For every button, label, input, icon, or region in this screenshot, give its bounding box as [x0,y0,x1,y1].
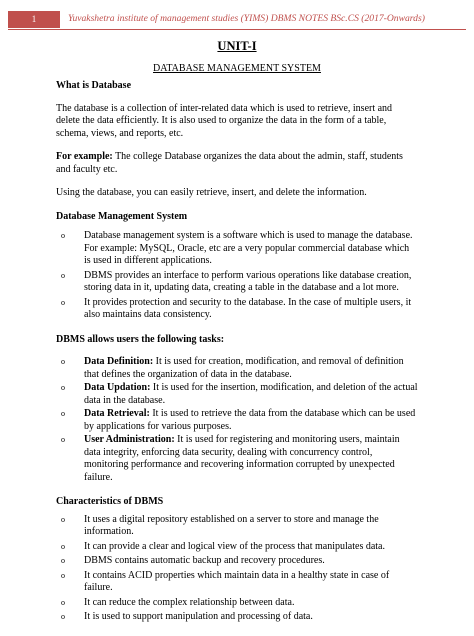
bullet-icon: o [61,570,65,580]
bullet-icon: o [61,514,65,524]
characteristics-list [56,514,418,624]
page-header [8,11,466,30]
bullet-icon: o [61,383,65,392]
list-item: o It provides protection and security to the database. In the case of multiple users, it also maintains data consistency. [61,296,412,320]
bullet-icon: o [61,556,65,565]
bullet-icon: o [61,541,65,551]
what-is-database-heading: What is Database [56,80,132,91]
page-number: 1 [8,11,60,28]
list-item: o It can provide a clear and logical view of the process that manipulates data. [61,540,385,552]
list-item: o It can reduce the complex relationship between data. [61,596,295,608]
bullet-icon: o [61,297,65,307]
section-title: DATABASE MANAGEMENT SYSTEM [153,62,321,74]
usage-paragraph: Using the database, you can easily retrieve, insert, and delete the information. [56,187,367,198]
bullet-icon: o [61,357,65,366]
example-label: For example: [56,151,113,162]
list-item: o Data Retrieval: It is used to retrieve the data from the database which can be used by applications for various purposes. [61,408,416,432]
example-paragraph [56,151,418,176]
bullet-icon: o [61,435,65,444]
dbms-heading: Database Management System [56,210,188,222]
list-item: o It is used to support manipulation and processing of data. [61,611,313,622]
header-title: Yuvakshetra institute of management studies (YIMS) DBMS NOTES BSc.CS (2017-Onwards) [68,13,425,24]
list-item: o DBMS contains automatic backup and recovery procedures. [61,555,325,566]
characteristics-heading: Characteristics of DBMS [56,496,164,507]
list-item: o It uses a digital repository established on a server to store and manage the information. [61,513,379,537]
list-item: o Data Updation: It is used for the insertion, modification, and deletion of the actual data in the database. [61,382,418,406]
list-item: o DBMS provides an interface to perform various operations like database creation, storing data in it, updating data, creating a table in the database and a lot more. [61,269,412,293]
list-item: o Data Definition: It is used for creation, modification, and removal of definition that defines the organization of data in the database. [61,356,404,380]
bullet-icon: o [61,597,65,607]
list-item: o It contains ACID properties which maintain data in a healthy state in case of failure. [61,569,390,593]
unit-title: UNIT-I [217,39,257,53]
document-body [56,36,418,636]
list-item: o User Administration: It is used for registering and monitoring users, maintain data integrity, enforcing data security, dealing with concurrency control, monitoring performance and recovering information corrupted by unexpected failure. [61,434,400,483]
example-text: The college Database organizes the data about the admin, staff, students and faculty etc. [56,151,403,175]
dbms-list [56,230,418,322]
bullet-icon: o [61,270,65,280]
bullet-icon: o [61,231,65,240]
bullet-icon: o [61,409,65,418]
tasks-list [56,356,418,484]
database-definition-paragraph: The database is a collection of inter-related data which is used to retrieve, insert and delete the data efficiently. It is also used to organize the data in the form of a table, schema, views, and reports, etc. [56,102,393,139]
list-item: o Database management system is a software which is used to manage the database. For example: MySQL, Oracle, etc are a very popular commercial database which is used in different applications. [61,230,413,266]
bullet-icon: o [61,612,65,621]
tasks-heading: DBMS allows users the following tasks: [56,333,225,345]
